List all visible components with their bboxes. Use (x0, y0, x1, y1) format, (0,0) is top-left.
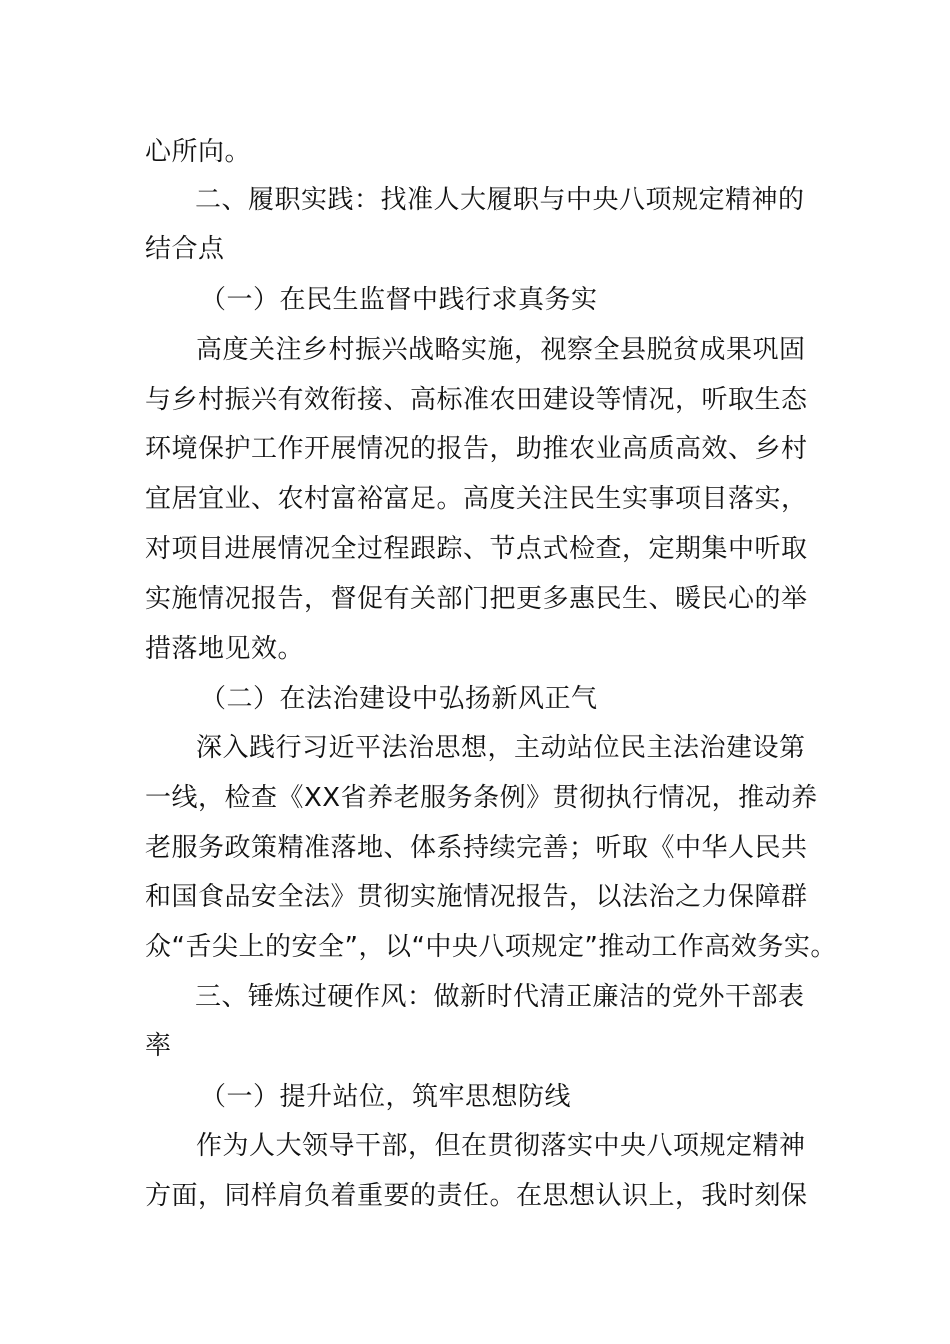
section-heading-continued: 率 (145, 1031, 172, 1061)
text-line: 作为人大领导干部，但在贯彻落实中央八项规定精神 (196, 1131, 806, 1161)
section-heading-continued: 结合点 (145, 234, 225, 264)
text-line: 深入践行习近平法治思想，主动站位民主法治建设第 (196, 733, 806, 763)
text-line: 与乡村振兴有效衔接、高标准农田建设等情况，听取生态 (145, 385, 808, 415)
text-line: 实施情况报告，督促有关部门把更多惠民生、暖民心的举 (145, 584, 808, 614)
text-line: 和国食品安全法》贯彻实施情况报告，以法治之力保障群 (145, 882, 808, 912)
text-line: 方面，同样肩负着重要的责任。在思想认识上，我时刻保 (145, 1181, 808, 1211)
text-line: 老服务政策精准落地、体系持续完善；听取《中华人民共 (145, 833, 808, 863)
text-line: 一线，检查《XX省养老服务条例》贯彻执行情况，推动养 (145, 783, 818, 813)
section-heading: 二、履职实践：找准人大履职与中央八项规定精神的 (195, 185, 805, 215)
text-line: 心所向。 (145, 137, 252, 167)
text-line: 措落地见效。 (145, 634, 305, 664)
text-line: 众“舌尖上的安全”，以“中央八项规定”推动工作高效务实。 (145, 932, 837, 962)
text-line: 高度关注乡村振兴战略实施，视察全县脱贫成果巩固 (196, 335, 806, 365)
subsection-heading: （一）在民生监督中践行求真务实 (200, 285, 598, 315)
subsection-heading: （二）在法治建设中弘扬新风正气 (200, 684, 598, 714)
section-heading: 三、锤炼过硬作风：做新时代清正廉洁的党外干部表 (195, 982, 805, 1012)
text-line: 环境保护工作开展情况的报告，助推农业高质高效、乡村 (145, 434, 808, 464)
text-line: 宜居宜业、农村富裕富足。高度关注民生实事项目落实， (145, 484, 808, 514)
subsection-heading: （一）提升站位，筑牢思想防线 (200, 1082, 572, 1112)
text-line: 对项目进展情况全过程跟踪、节点式检查，定期集中听取 (145, 534, 808, 564)
